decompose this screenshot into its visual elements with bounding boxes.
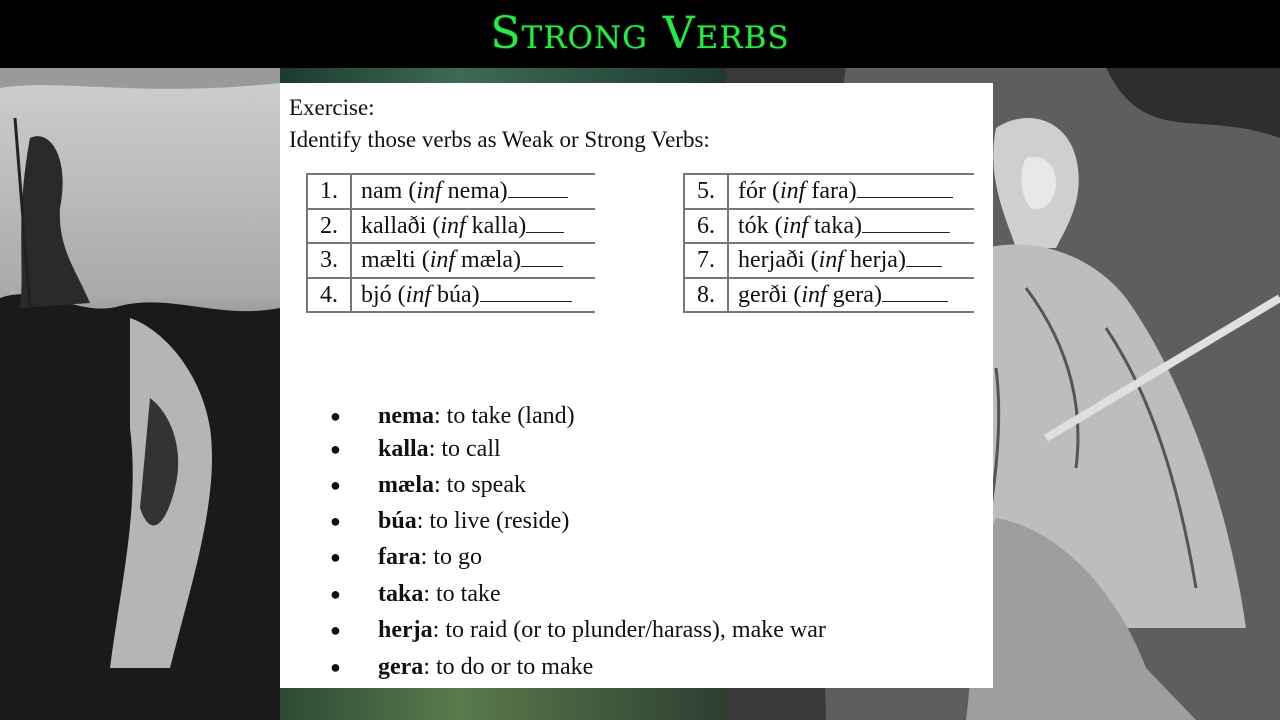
table-row: [307, 209, 595, 244]
bullet-icon: ●: [330, 439, 341, 459]
bullet-icon: ●: [330, 620, 341, 640]
page-title: Strong Verbs: [490, 8, 790, 59]
bullet-icon: ●: [330, 584, 341, 604]
verb-cell: mælti (inf mæla): [351, 243, 595, 278]
bullet-icon: ●: [330, 406, 341, 426]
row-number: 1.: [307, 174, 351, 209]
table-row: [684, 174, 974, 209]
verb-cell: nam (inf nema): [351, 174, 595, 209]
exercise-heading: Exercise:: [289, 95, 375, 120]
bullet-icon: ●: [330, 475, 341, 495]
row-number: 4.: [307, 278, 351, 313]
exercise-instruction: Identify those verbs as Weak or Strong Verbs:: [289, 127, 710, 152]
table-row: [684, 278, 974, 313]
verb-cell: bjó (inf búa): [351, 278, 595, 313]
exercise-text: [289, 92, 710, 156]
bullet-icon: ●: [330, 657, 341, 677]
row-number: 8.: [684, 278, 728, 313]
bullet-icon: ●: [330, 547, 341, 567]
table-row: [307, 278, 595, 313]
bullet-icon: ●: [330, 511, 341, 531]
row-number: 5.: [684, 174, 728, 209]
table-row: [684, 209, 974, 244]
row-number: 7.: [684, 243, 728, 278]
exercise-sheet: Exercise: Identify those verbs as Weak or Strong Verbs: 1. nam (inf nema) 2. kallaði (inf kalla) 3. mælti (inf mæla) 4. bjó (inf búa) 5. fór (inf fara) 6. tók (inf taka) 7. herjaði (inf herja) 8. gerði (inf gera) ● nema: to take (land) ● kalla: to call ● mæla: to speak ● búa: to live (reside) ● fara: to go ● taka: to take ● herja: to raid (or to plunder/harass), make war ● gera: to do or to make: [280, 83, 993, 688]
verb-table-right: [683, 173, 974, 313]
table-row: [307, 174, 595, 209]
verb-table-left: [306, 173, 595, 313]
row-number: 2.: [307, 209, 351, 244]
table-row: [307, 243, 595, 278]
verb-cell: fór (inf fara): [728, 174, 974, 209]
row-number: 3.: [307, 243, 351, 278]
title-bar: [0, 0, 1280, 68]
verb-cell: gerði (inf gera): [728, 278, 974, 313]
verb-cell: herjaði (inf herja): [728, 243, 974, 278]
background-strip-bottom: [280, 688, 726, 720]
verb-cell: tók (inf taka): [728, 209, 974, 244]
verb-cell: kallaði (inf kalla): [351, 209, 595, 244]
table-row: [684, 243, 974, 278]
background-illustration-left: [0, 68, 280, 720]
row-number: 6.: [684, 209, 728, 244]
